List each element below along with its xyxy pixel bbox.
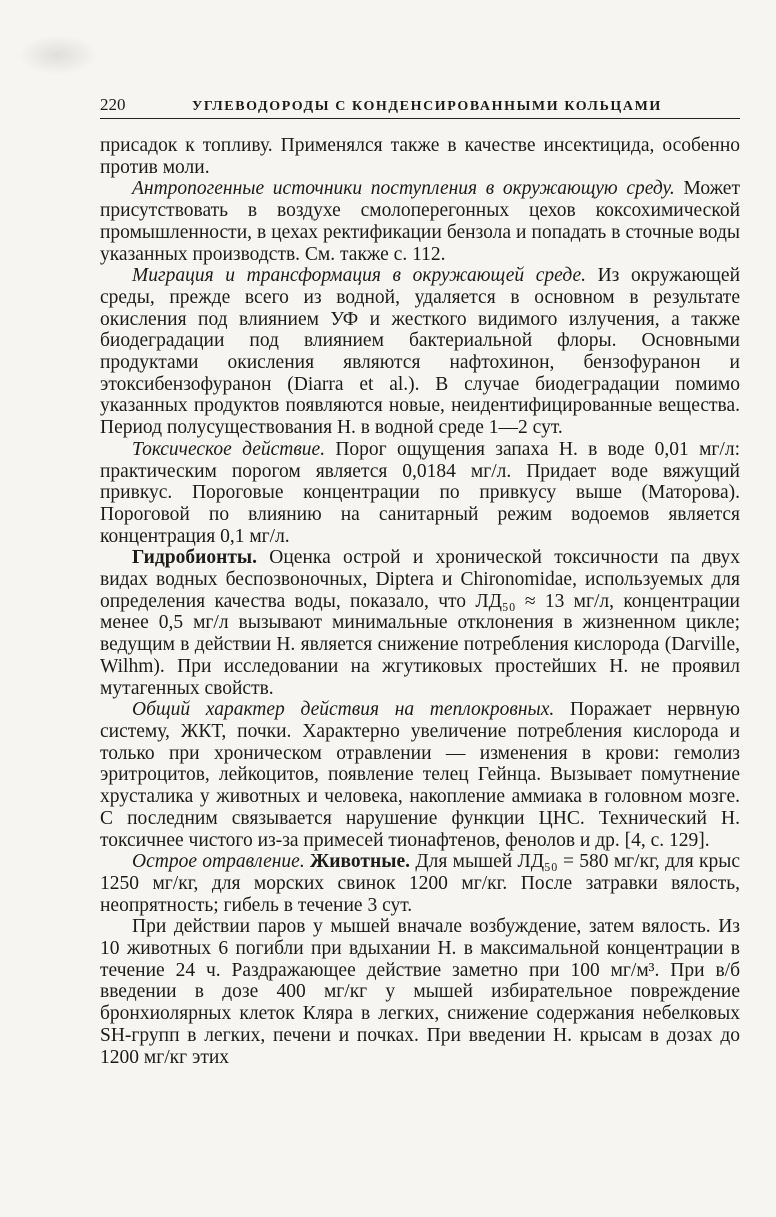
subheading-animals: Животные.: [304, 851, 410, 873]
page-header: [100, 93, 740, 119]
section-heading: Общий характер действия на теплокровных.: [132, 699, 555, 721]
scan-smudge: [18, 35, 98, 75]
paragraph-text: Для мышей ЛД₅₀ = 580 мг/кг, для крыс 1250 мг/кг, для морских свинок 1200 мг/кг. После затравки вялость, неопрятность; гибель в течение 3 сут.: [100, 851, 740, 916]
body-text: [100, 135, 740, 1068]
paragraph-anthropogenic-sources: [100, 178, 740, 265]
paragraph-vapors: [100, 916, 740, 1068]
paragraph-continuation: [100, 135, 740, 178]
section-heading: Миграция и трансформация в окружающей среде.: [132, 265, 586, 287]
paragraph-text: Поражает нервную систему, ЖКТ, почки. Характерно увеличение потребления кислорода и только при хроническом отравлении — изменения в крови: гемолиз эритроцитов, лейкоцитов, появление телец Гейнца. Вызывает помутнение хрусталика у животных и человека, накопление аммиака в головном мозге. С последним связывается нарушение функции ЦНС. Технический Н. токсичнее чистого из-за примесей тионафтенов, фенолов и др. [4, с. 129].: [100, 699, 740, 851]
paragraph-general-action: [100, 699, 740, 851]
paragraph-acute-poisoning: [100, 851, 740, 916]
paragraph-text: Из окружающей среды, прежде всего из водной, удаляется в основном в результате окисления под влиянием УФ и жесткого видимого излучения, а также биодеградации под влиянием бактериальной флоры. Основными продуктами окисления являются нафтохинон, бензофуранон и этоксибензофуранон (Diarra et al.). В случае биодеградации помимо указанных продуктов появляются новые, неидентифицированные вещества. Период полусуществования Н. в водной среде 1—2 сут.: [100, 265, 741, 439]
section-heading-bold: Гидробионты.: [132, 547, 258, 569]
paragraph-hydrobionts: [100, 547, 740, 699]
paragraph-text: При действии паров у мышей вначале возбуждение, затем вялость. Из 10 животных 6 погибли при вдыхании Н. в максимальной концентрации в течение 24 ч. Раздражающее действие заметно при 100 мг/м³. При в/б введении в дозе 400 мг/кг у мышей избирательное повреждение бронхиолярных клеток Кляра в легких, снижение содержания небелковых SH-групп в легких, печени и почках. При введении Н. крысам в дозах до 1200 мг/кг этих: [100, 916, 740, 1068]
page-number: 220: [100, 95, 126, 114]
section-heading: Антропогенные источники поступления в окружающую среду.: [132, 178, 675, 200]
section-heading: Острое отравление.: [132, 851, 305, 873]
paragraph-migration: [100, 265, 740, 439]
paragraph-text: Оценка острой и хронической токсичности па двух видах водных беспозвоночных, Diptera и Chironomidae, используемых для определения качества воды, показало, что ЛД₅₀ ≈ 13 мг/л, концентрации менее 0,5 мг/л вызывают минимальные отклонения в жизненном цикле; ведущим в действии Н. является снижение потребления кислорода (Darville, Wilhm). При исследовании на жгутиковых простейших Н. не проявил мутагенных свойств.: [100, 547, 740, 699]
paragraph-text: присадок к топливу. Применялся также в качестве инсектицида, особенно против моли.: [100, 135, 740, 178]
paragraph-text: Может присутствовать в воздухе смолоперегонных цехов коксохимической промышленности, в цехах ректификации бензола и попадать в сточные воды указанных производств. См. также с. 112.: [100, 178, 740, 265]
paragraph-toxic-action: [100, 439, 740, 548]
running-head: УГЛЕВОДОРОДЫ С КОНДЕНСИРОВАННЫМИ КОЛЬЦАМИ: [192, 99, 662, 114]
section-heading: Токсическое действие.: [132, 438, 326, 460]
paragraph-text: Порог ощущения запаха Н. в воде 0,01 мг/л: практическим порогом является 0,0184 мг/л. Придает воде вяжущий привкус. Пороговые концентрации по привкусу выше (Маторова). Пороговой по влиянию на санитарный режим водоемов является концентрация 0,1 мг/л.: [100, 438, 740, 547]
